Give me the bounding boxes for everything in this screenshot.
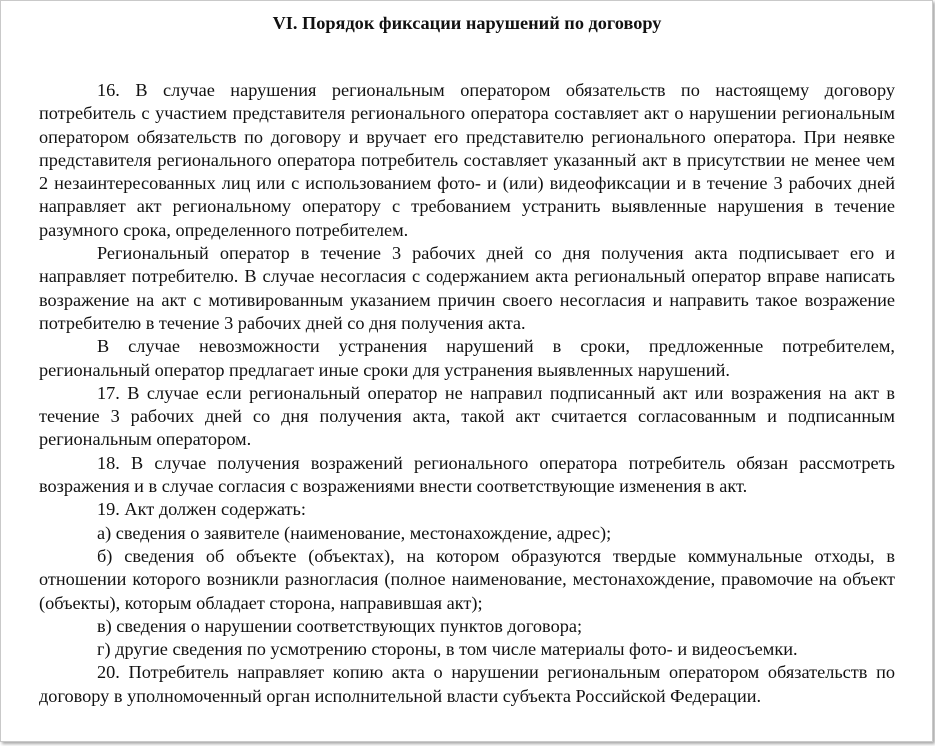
paragraph-17: 17. В случае если региональный оператор не направил подписанный акт или возражения на акт в течение 3 рабочих дней со дня получения акта, такой акт считается согласованным и подписанным региональным оператором. [39,382,895,450]
section-title: VI. Порядок фиксации нарушений по договору [272,13,662,33]
list-item-a: а) сведения о заявителе (наименование, местонахождение, адрес); [97,522,612,543]
paragraph-16-operator-signs: Региональный оператор в течение 3 рабочих дней со дня получения акта подписывает его и направляет потребителю. В случае несогласия с содержанием акта региональный оператор вправе написать возражение на акт с мотивированным указанием причин своего несогласия и направить такое возражение потребителю в течение 3 рабочих дней со дня получения акта. [39,243,895,333]
paragraph-19: 19. Акт должен содержать: [97,499,306,520]
paragraph-20: 20. Потребитель направляет копию акта о нарушении региональным оператором обязательств по договору в уполномоченный орган исполнительной власти субъекта Российской Федерации. [39,662,895,706]
paragraph-16: 16. В случае нарушения региональным оператором обязательств по настоящему договору потребитель с участием представителя регионального оператора составляет акт о нарушении региональным оператором обязательств по договору и вручает его представителю регионального оператора. При неявке представителя регионального оператора потребитель составляет указанный акт в присутствии не менее чем 2 незаинтересованных лиц или с использованием фото- и (или) видеофиксации и в течение 3 рабочих дней направляет акт региональному оператору с требованием устранить выявленные нарушения в течение разумного срока, определенного потребителем. [39,80,895,240]
paragraph-16-other-terms: В случае невозможности устранения нарушений в сроки, предложенные потребителем, региональный оператор предлагает иные сроки для устранения выявленных нарушений. [39,336,895,380]
list-item-b: б) сведения об объекте (объектах), на котором образуются твердые коммунальные отходы, в отношении которого возникли разногласия (полное наименование, местонахождение, правомочие на объект (объекты), которым обладает сторона, направившая акт); [39,545,895,613]
paragraph-18: 18. В случае получения возражений регионального оператора потребитель обязан рассмотреть возражения и в случае согласия с возражениями внести соответствующие изменения в акт. [39,452,895,497]
document-body [39,11,895,708]
list-item-v: в) сведения о нарушении соответствующих пунктов договора; [97,615,583,636]
list-item-g: г) другие сведения по усмотрению стороны, в том числе материалы фото- и видеосъемки. [97,639,798,660]
